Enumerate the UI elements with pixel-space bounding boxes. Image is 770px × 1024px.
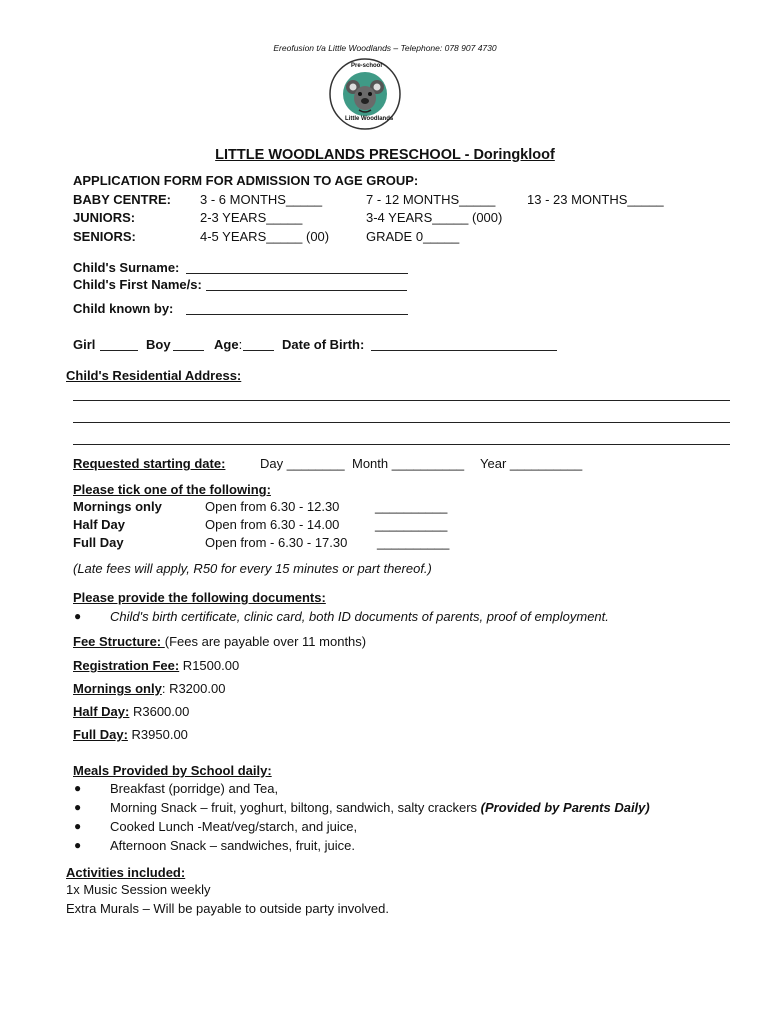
age-option[interactable]: GRADE 0_____ xyxy=(366,229,460,244)
meal-item: Afternoon Snack – sandwiches, fruit, juice. xyxy=(110,838,355,853)
seniors-label: SENIORS: xyxy=(73,229,136,244)
known-by-field[interactable] xyxy=(186,314,408,315)
dob-label: Date of Birth: xyxy=(282,337,365,352)
age-label: Age: xyxy=(214,337,243,352)
age-field[interactable] xyxy=(243,350,274,351)
meal-item: Cooked Lunch -Meat/veg/starch, and juice, xyxy=(110,819,358,834)
girl-label: Girl xyxy=(73,337,96,352)
option-hours: Open from - 6.30 - 17.30 xyxy=(205,535,348,550)
bullet-icon: ● xyxy=(74,609,82,623)
logo-bottom-text: Little Woodlands xyxy=(345,116,394,122)
meal-item: Morning Snack – fruit, yoghurt, biltong, sandwich, salty crackers (Provided by Parents Daily) xyxy=(110,800,650,815)
activities-line: 1x Music Session weekly xyxy=(66,882,211,897)
documents-heading: Please provide the following documents: xyxy=(73,590,326,605)
boy-label: Boy xyxy=(146,337,171,352)
address-line-2[interactable] xyxy=(73,422,730,423)
logo-top-text: Pre-school xyxy=(351,63,383,69)
option-hours: Open from 6.30 - 12.30 xyxy=(205,499,340,514)
start-day-field[interactable]: Day ________ xyxy=(260,456,345,471)
age-option[interactable]: 3-4 YEARS_____ (000) xyxy=(366,210,503,225)
surname-field[interactable] xyxy=(186,273,408,274)
header-contact-line: Ereofusion t/a Little Woodlands – Telephone: 078 907 4730 xyxy=(273,43,497,53)
option-label: Half Day xyxy=(73,517,126,532)
address-label: Child's Residential Address: xyxy=(66,368,242,383)
mornings-fee-line: Mornings only: R3200.00 xyxy=(73,681,226,696)
fullday-fee-line: Full Day: R3950.00 xyxy=(73,727,188,742)
first-names-field[interactable] xyxy=(206,290,407,291)
start-year-field[interactable]: Year __________ xyxy=(480,456,583,471)
page-title: LITTLE WOODLANDS PRESCHOOL - Doringkloof xyxy=(215,147,555,163)
start-month-field[interactable]: Month __________ xyxy=(352,456,465,471)
age-option[interactable]: 2-3 YEARS_____ xyxy=(200,210,303,225)
option-tick-field[interactable]: __________ xyxy=(375,499,448,514)
registration-fee-line: Registration Fee: R1500.00 xyxy=(73,658,240,673)
halfday-fee-line: Half Day: R3600.00 xyxy=(73,704,190,719)
bullet-icon: ● xyxy=(74,800,82,814)
late-fee-note: (Late fees will apply, R50 for every 15 minutes or part thereof.) xyxy=(73,561,432,576)
activities-heading: Activities included: xyxy=(66,865,186,880)
known-by-label: Child known by: xyxy=(73,301,174,316)
option-tick-field[interactable]: __________ xyxy=(375,517,448,532)
address-line-1[interactable] xyxy=(73,400,730,401)
age-option[interactable]: 13 - 23 MONTHS_____ xyxy=(527,192,664,207)
baby-centre-label: BABY CENTRE: xyxy=(73,192,171,207)
dob-field[interactable] xyxy=(371,350,557,351)
documents-item: Child's birth certificate, clinic card, both ID documents of parents, proof of employment. xyxy=(110,609,609,624)
activities-line: Extra Murals – Will be payable to outside party involved. xyxy=(66,901,389,916)
option-hours: Open from 6.30 - 14.00 xyxy=(205,517,340,532)
boy-field[interactable] xyxy=(173,350,204,351)
age-option[interactable]: 7 - 12 MONTHS_____ xyxy=(366,192,496,207)
age-option[interactable]: 3 - 6 MONTHS_____ xyxy=(200,192,323,207)
option-label: Full Day xyxy=(73,535,124,550)
age-group-heading: APPLICATION FORM FOR ADMISSION TO AGE GROUP: xyxy=(73,173,419,188)
meal-item: Breakfast (porridge) and Tea, xyxy=(110,781,279,796)
address-line-3[interactable] xyxy=(73,444,730,445)
start-date-label: Requested starting date: xyxy=(73,456,226,471)
meals-heading: Meals Provided by School daily: xyxy=(73,763,272,778)
option-label: Mornings only xyxy=(73,499,162,514)
age-option[interactable]: 4-5 YEARS_____ (00) xyxy=(200,229,330,244)
bullet-icon: ● xyxy=(74,819,82,833)
first-names-label: Child's First Name/s: xyxy=(73,277,202,292)
school-logo xyxy=(329,58,401,130)
option-tick-field[interactable]: __________ xyxy=(377,535,450,550)
bullet-icon: ● xyxy=(74,781,82,795)
fee-structure-line: Fee Structure: (Fees are payable over 11 months) xyxy=(73,634,367,649)
juniors-label: JUNIORS: xyxy=(73,210,136,225)
bullet-icon: ● xyxy=(74,838,82,852)
surname-label: Child's Surname: xyxy=(73,260,180,275)
options-heading: Please tick one of the following: xyxy=(73,482,271,497)
girl-field[interactable] xyxy=(100,350,138,351)
